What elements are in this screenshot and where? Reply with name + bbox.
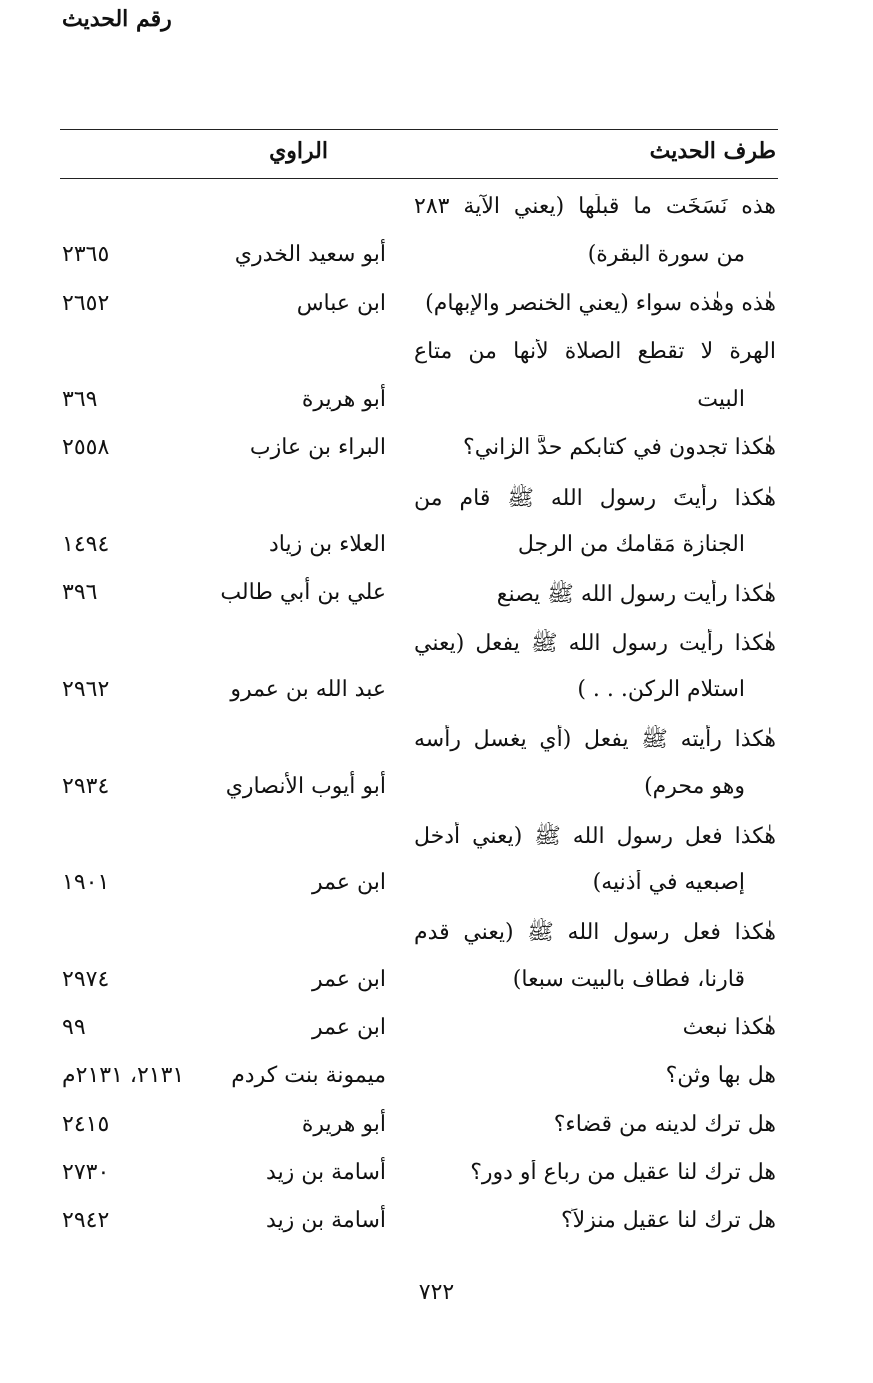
hadith-number: ١٩٠١ [62,870,110,896]
index-line [0,1154,873,1202]
hadith-text: الجنازة مَقامك من الرجل [517,532,745,558]
narrator-name: أبو أيوب الأنصاري [225,773,386,799]
hadith-text: البيت [697,387,745,413]
narrator-name: ابن عمر [312,966,386,992]
index-line [0,719,873,767]
hadith-text: هل ترك لنا عقيل منزلاً؟ [560,1208,776,1234]
hadith-number: ٢٩٦٢ [62,676,110,702]
index-line [0,381,873,429]
hadith-text: هٰكذا رأيت رسول الله ﷺ يصنع [496,582,776,608]
hadith-number: ٢٣٦٥ [62,242,110,268]
index-line [0,429,873,477]
index-line [0,1202,873,1250]
narrator-name: ابن عمر [312,870,386,896]
hadith-number: ٢٩٧٤ [62,966,110,992]
narrator-name: البراء بن عازب [249,435,386,461]
page-number: ٧٢٢ [418,1280,455,1305]
hadith-number: ٢٦٥٢ [62,290,110,316]
hadith-text: من سورة البقرة) [587,242,745,268]
hadith-number: ٢٤١٥ [62,1111,110,1137]
hadith-text: استلام الركن. . . ) [577,676,745,702]
hadith-number: ٣٦٩ [62,387,98,413]
top-rule [60,129,778,130]
hadith-index-table [0,188,873,1251]
index-line [0,961,873,1009]
hadith-number: ١٤٩٤ [62,532,110,558]
index-line [0,1057,873,1105]
narrator-name: أسامة بن زيد [266,1208,386,1234]
hadith-number: ٢٧٣٠ [62,1159,110,1185]
hadith-text: هٰكذا فعل رسول الله ﷺ (يعني أدخل [414,823,776,849]
narrator-name: ابن عمر [312,1015,386,1041]
hadith-number: ٢٥٥٨ [62,435,110,461]
narrator-name: عبد الله بن عمرو [230,676,386,702]
hadith-text: هٰكذا فعل رسول الله ﷺ (يعني قدم [414,920,776,946]
column-header-number: رقم الحديث [62,6,172,32]
hadith-number: ٢١٣١، ٢١٣١م [62,1063,185,1089]
hadith-text: هٰكذا نبعث [682,1015,776,1041]
hadith-text: قارنا، فطاف بالبيت سبعا) [512,966,745,992]
index-line [0,623,873,671]
hadith-text: إصبعيه في أذنيه) [592,870,745,896]
index-line [0,236,873,284]
hadith-number: ٣٩٦ [62,580,98,606]
narrator-name: أبو هريرة [301,1111,386,1137]
index-line [0,333,873,381]
hadith-text: هٰكذا رأيته ﷺ يفعل (أي يغسل رأسه [414,727,776,753]
index-line [0,574,873,622]
hadith-text: هٰكذا تجدون في كتابكم حدَّ الزاني؟ [463,435,776,461]
column-header-narrator: الراوي [269,138,328,164]
hadith-text: هٰكذا رأيت رسول الله ﷺ يفعل (يعني [414,630,776,656]
narrator-name: أبو سعيد الخدري [234,242,386,268]
column-header-hadith: طرف الحديث [649,138,776,164]
hadith-text: هل بها وثن؟ [665,1063,776,1089]
index-line [0,1106,873,1154]
hadith-text: هل ترك لدينه من قضاء؟ [553,1111,776,1137]
hadith-number: ٩٩ [62,1015,86,1041]
narrator-name: العلاء بن زياد [268,532,386,558]
hadith-number: ٢٩٤٢ [62,1208,110,1234]
hadith-number: ٢٩٣٤ [62,773,110,799]
hadith-text: هذه نَسَخَت ما قبلَها (يعني الآية ٢٨٣ [414,194,776,219]
index-line [0,768,873,816]
narrator-name: أبو هريرة [301,387,386,413]
hadith-text: وهو محرم) [644,773,745,799]
index-line [0,478,873,526]
index-line [0,816,873,864]
hadith-text: هل ترك لنا عقيل من رباع أو دور؟ [470,1159,776,1185]
header-underline [60,178,778,179]
index-line [0,526,873,574]
index-line [0,285,873,333]
hadith-text: هٰذه وهٰذه سواء (يعني الخنصر والإبهام) [425,290,776,316]
narrator-name: ابن عباس [296,290,386,316]
hadith-text: الهرة لا تقطع الصلاة لأنها من متاع [414,338,776,364]
index-line [0,1009,873,1057]
narrator-name: علي بن أبي طالب [220,580,386,606]
hadith-text: هٰكذا رأيتَ رسول الله ﷺ قام من [414,485,776,511]
narrator-name: أسامة بن زيد [266,1159,386,1185]
index-line [0,864,873,912]
index-line [0,671,873,719]
index-line [0,912,873,960]
narrator-name: ميمونة بنت كردم [231,1063,386,1089]
index-line [0,188,873,236]
